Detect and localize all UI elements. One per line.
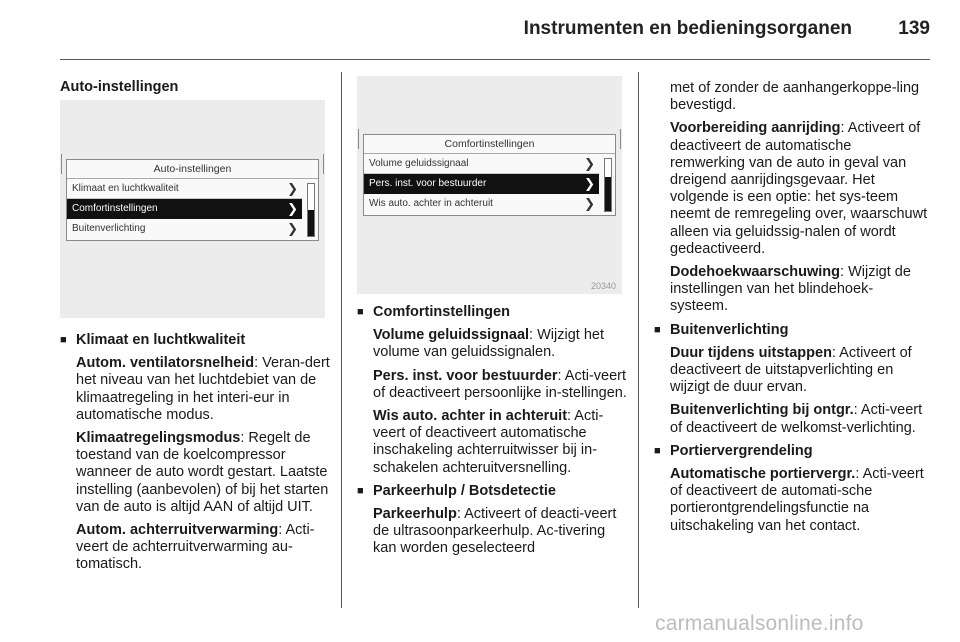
auto-settings-menu [66, 159, 319, 241]
term: Wis auto. achter in achteruit [373, 408, 568, 425]
term: Automatische portiervergr. [670, 466, 856, 483]
description: : Veran-dert het niveau van het luchtdebiet van de klimaatregeling in het interi-eur in automatische modus. [76, 355, 330, 423]
bullet-icon: ■ [60, 334, 67, 346]
paragraph [357, 506, 627, 558]
figure-number: 20340 [590, 281, 616, 291]
column-2 [357, 304, 627, 564]
page-header-title: Instrumenten en bedieningsorganen [523, 18, 852, 39]
paragraph [654, 120, 928, 258]
menu-scrollbar[interactable] [307, 183, 315, 237]
column-divider-2 [638, 72, 639, 608]
description: : Acti-veert of deactiveert persoonlijke in-stellingen. [373, 367, 627, 401]
bullet-icon: ■ [357, 484, 364, 497]
watermark: carmanualsonline.info [655, 612, 864, 635]
menu-item-label: Buitenverlichting [72, 223, 146, 234]
bullet-exterior-lighting [654, 322, 928, 339]
term: Klimaatregelingsmodus [76, 430, 241, 447]
term: Volume geluidssignaal [373, 327, 530, 344]
term: Pers. inst. voor bestuurder [373, 367, 558, 384]
description: : Wijzigt de instellingen van het blindehoek-systeem. [670, 264, 911, 315]
bullet-heading: Klimaat en luchtkwaliteit [76, 332, 246, 348]
description: : Acti-veert of deactiveert automatische inschakeling achterruitwisser bij in-schakelen achteruitversnelling. [373, 408, 604, 476]
description: : Activeert of deactiveert de uitstapverlichting en wijzigt de duur ervan. [670, 344, 912, 396]
bullet-parking [357, 483, 627, 500]
paragraph [357, 368, 627, 402]
menu-title: Auto-instellingen [67, 160, 318, 179]
description: : Activeert of deactiveert de automatische remwerking van de auto in geval van dreigend aanrijdingsgevaar. Het volgende is een optie: het sys-teem neemt de remregeling over, waarschuwt alleen via geluidssig-nalen of wordt gedeactiveerd. [670, 120, 928, 257]
bullet-icon: ■ [654, 323, 661, 336]
comfort-settings-menu [363, 134, 616, 216]
column-divider-1 [341, 72, 342, 608]
section-title: Auto-instellingen [60, 79, 179, 95]
menu-item-climate[interactable] [67, 179, 302, 199]
menu-scrollbar[interactable] [604, 158, 612, 212]
paragraph [60, 355, 332, 424]
menu-item-label: Comfortinstellingen [72, 203, 158, 214]
paragraph [357, 327, 627, 361]
bullet-icon: ■ [654, 444, 661, 457]
description: met of zonder de aanhangerkoppe-ling bevestigd. [670, 80, 920, 114]
menu-item-label: Pers. inst. voor bestuurder [369, 178, 487, 189]
term: Buitenverlichting bij ontgr. [670, 402, 854, 419]
menu-item-label: Volume geluidssignaal [369, 158, 469, 169]
paragraph [654, 402, 928, 436]
term: Voorbereiding aanrijding [670, 120, 841, 137]
bullet-heading: Portiervergrendeling [670, 442, 813, 459]
description: : Acti-veert of deactiveert de automati-sche portierontgrendelingsfunctie na uitschakeling van het contact. [670, 466, 924, 534]
bullet-door-locking [654, 443, 928, 460]
paragraph [60, 522, 332, 574]
column-1 [60, 332, 332, 580]
description: : Acti-veert of deactiveert de welkomst-verlichting. [670, 402, 923, 436]
paragraph [654, 466, 928, 535]
header-divider [60, 59, 930, 60]
chevron-right-icon: ❯ [287, 181, 298, 196]
menu-item-sound-volume[interactable] [364, 154, 599, 174]
menu-item-exterior-lighting[interactable] [67, 219, 302, 239]
bullet-comfort [357, 304, 627, 321]
menu-item-comfort-settings[interactable] [67, 199, 302, 219]
scrollbar-thumb[interactable] [605, 177, 611, 211]
bullet-climate [60, 332, 332, 349]
paragraph [357, 408, 627, 477]
description: : Wijzigt het volume van geluidssignalen. [373, 327, 604, 361]
auto-settings-screenshot [60, 100, 325, 318]
bullet-heading: Comfortinstellingen [373, 304, 510, 320]
bullet-heading: Parkeerhulp / Botsdetectie [373, 482, 556, 499]
term: Parkeerhulp [373, 506, 457, 523]
chevron-right-icon: ❯ [287, 201, 298, 216]
comfort-settings-screenshot [357, 76, 622, 294]
paragraph [654, 264, 928, 316]
menu-item-driver-personalization[interactable] [364, 174, 599, 194]
description: : Acti-veert de achterruitverwarming au-tomatisch. [76, 522, 315, 573]
term: Autom. achterruitverwarming [76, 522, 279, 539]
description: : Regelt de toestand van de koelcompressor wanneer de auto wordt gestart. Laatste instelling (aanbevolen) of bij het starten van de auto is altijd AAN of altijd UIT. [76, 430, 329, 515]
description: : Activeert of deacti-veert de ultrasoonparkeerhulp. Ac-tivering kan worden geselecteerd [373, 506, 617, 557]
chevron-right-icon: ❯ [584, 156, 595, 171]
page-number: 139 [898, 18, 930, 39]
menu-title: Comfortinstellingen [364, 135, 615, 154]
paragraph [60, 430, 332, 516]
term: Autom. ventilatorsnelheid [76, 355, 255, 372]
column-3 [654, 80, 928, 541]
chevron-right-icon: ❯ [584, 196, 595, 211]
chevron-right-icon: ❯ [287, 221, 298, 236]
bullet-icon: ■ [357, 306, 364, 318]
menu-item-rear-wiper-reverse[interactable] [364, 194, 599, 214]
menu-item-label: Wis auto. achter in achteruit [369, 198, 493, 209]
paragraph [654, 345, 928, 397]
chevron-right-icon: ❯ [584, 176, 595, 191]
term: Duur tijdens uitstappen [670, 344, 832, 361]
menu-item-label: Klimaat en luchtkwaliteit [72, 183, 179, 194]
scrollbar-thumb[interactable] [308, 210, 314, 236]
bullet-heading: Buitenverlichting [670, 321, 789, 338]
term: Dodehoekwaarschuwing [670, 264, 841, 281]
paragraph [654, 80, 928, 114]
